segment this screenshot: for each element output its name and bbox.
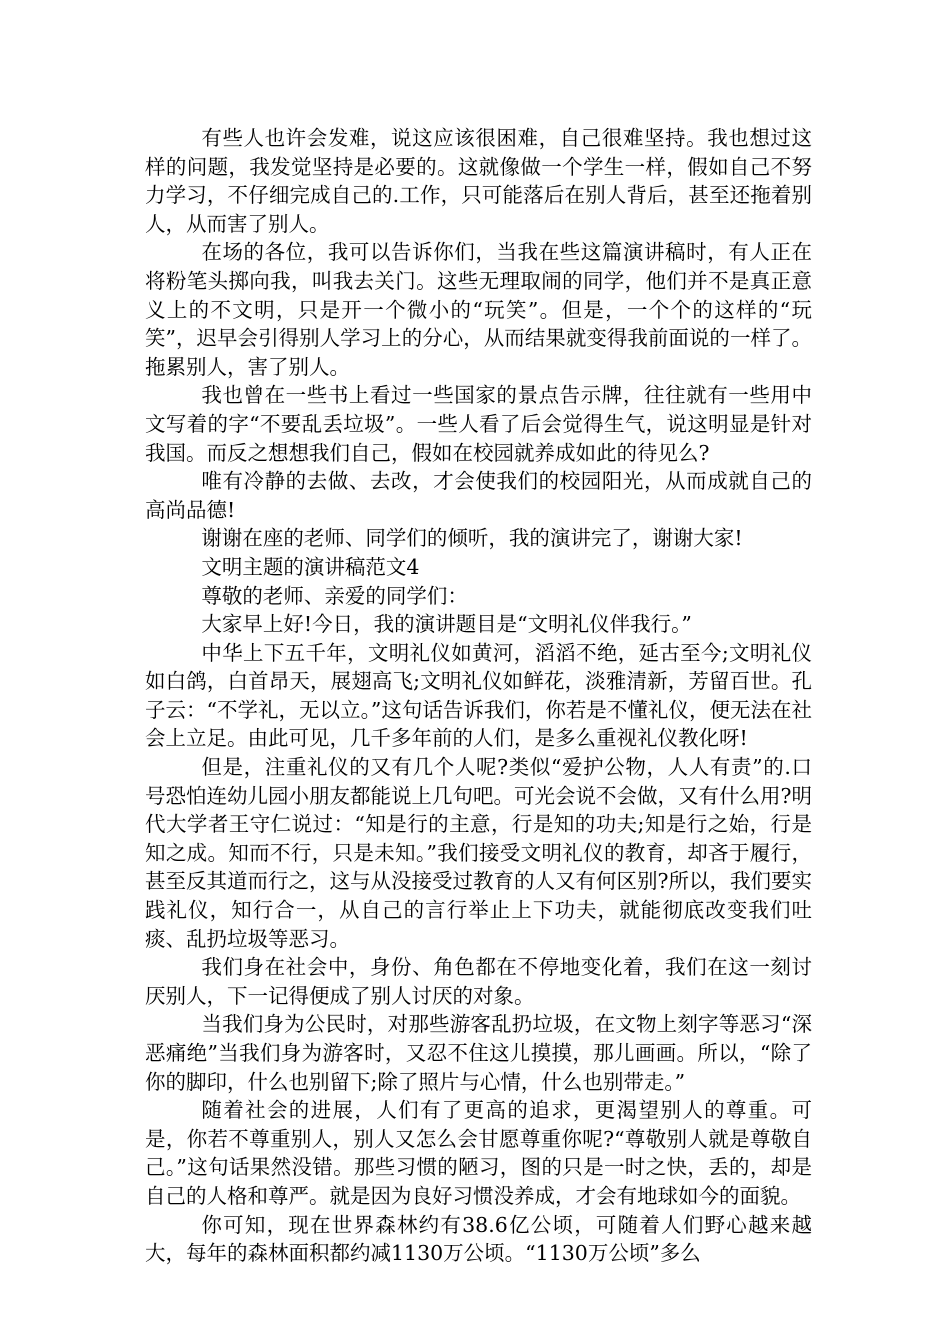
paragraph-1: 有些人也许会发难，说这应该很困难，自己很难坚持。我也想过这样的问题，我发觉坚持是必要的。这就像做一个学生一样，假如自己不努力学习，不仔细完成自己的.工作，只可能落后在别人背后，甚至还拖着别人，从而害了别人。 [145,126,812,236]
paragraph-2: 在场的各位，我可以告诉你们，当我在些这篇演讲稿时，有人正在将粉笔头掷向我，叫我去关门。这些无理取闹的同学，他们并不是真正意义上的不文明，只是开一个微小的“玩笑”。但是，一个个的这样的“玩笑”，迟早会引得别人学习上的分心，从而结果就变得我前面说的一样了。拖累别人，害了别人。 [145,240,812,379]
paragraph-3: 我也曾在一些书上看过一些国家的景点告示牌，往往就有一些用中文写着的字“不要乱丢垃圾”。一些人看了后会觉得生气，说这明显是针对我国。而反之想想我们自己，假如在校园就养成如此的待见么? [145,383,812,465]
section-title: 文明主题的演讲稿范文4 [201,554,420,579]
paragraph-4: 唯有冷静的去做、去改，才会使我们的校园阳光，从而成就自己的高尚品德! [145,469,812,522]
paragraph-11: 我们身在社会中，身份、角色都在不停地变化着，我们在这一刻讨厌别人，下一记得便成了别人讨厌的对象。 [145,955,812,1008]
paragraph-14: 你可知，现在世界森林约有38.6亿公顷，可随着人们野心越来越大，每年的森林面积都约减1130万公顷。“1130万公顷”多么 [145,1212,812,1266]
paragraph-9: 中华上下五千年，文明礼仪如黄河，滔滔不绝，延古至今;文明礼仪如白鸽，白首昂天，展翅高飞;文明礼仪如鲜花，淡雅清新，芳留百世。孔子云：“不学礼，无以立。”这句话告诉我们，你若是不懂礼仪，便无法在社会上立足。由此可见，几千多年前的人们，是多么重视礼仪教化呀! [145,640,812,751]
paragraph-10: 但是，注重礼仪的又有几个人呢?类似“爱护公物，人人有责”的.口号恐怕连幼儿园小朋友都能说上几句吧。可光会说不会做，又有什么用?明代大学者王守仁说过：“知是行的主意，行是知的功夫;知是行之始，行是知之成。知而不行，只是未知。”我们接受文明礼仪的教育，却吝于履行，甚至反其道而行之，这与从没接受过教育的人又有何区别?所以，我们要实践礼仪，知行合一，从自己的言行举止上下功夫，就能彻底改变我们吐痰、乱扔垃圾等恶习。 [145,755,812,951]
paragraph-13: 随着社会的进展，人们有了更高的追求，更渴望别人的尊重。可是，你若不尊重别人，别人又怎么会甘愿尊重你呢?“尊敬别人就是尊敬自己。”这句话果然没错。那些习惯的陋习，图的只是一时之快，丢的，却是自己的人格和尊严。就是因为良好习惯没养成，才会有地球如今的面貌。 [145,1098,812,1208]
document-body [145,124,812,1268]
salutation: 尊敬的老师、亲爱的同学们： [201,583,468,608]
greeting: 大家早上好!今日，我的演讲题目是“文明礼仪伴我行。” [201,612,692,637]
paragraph-12: 当我们身为公民时，对那些游客乱扔垃圾，在文物上刻字等恶习“深恶痛绝”当我们身为游客时，又忍不住这儿摸摸，那儿画画。所以，“除了你的脚印，什么也别留下;除了照片与心情，什么也别带走。” [145,1012,812,1094]
paragraph-5: 谢谢在座的老师、同学们的倾听，我的演讲完了，谢谢大家! [201,526,743,551]
